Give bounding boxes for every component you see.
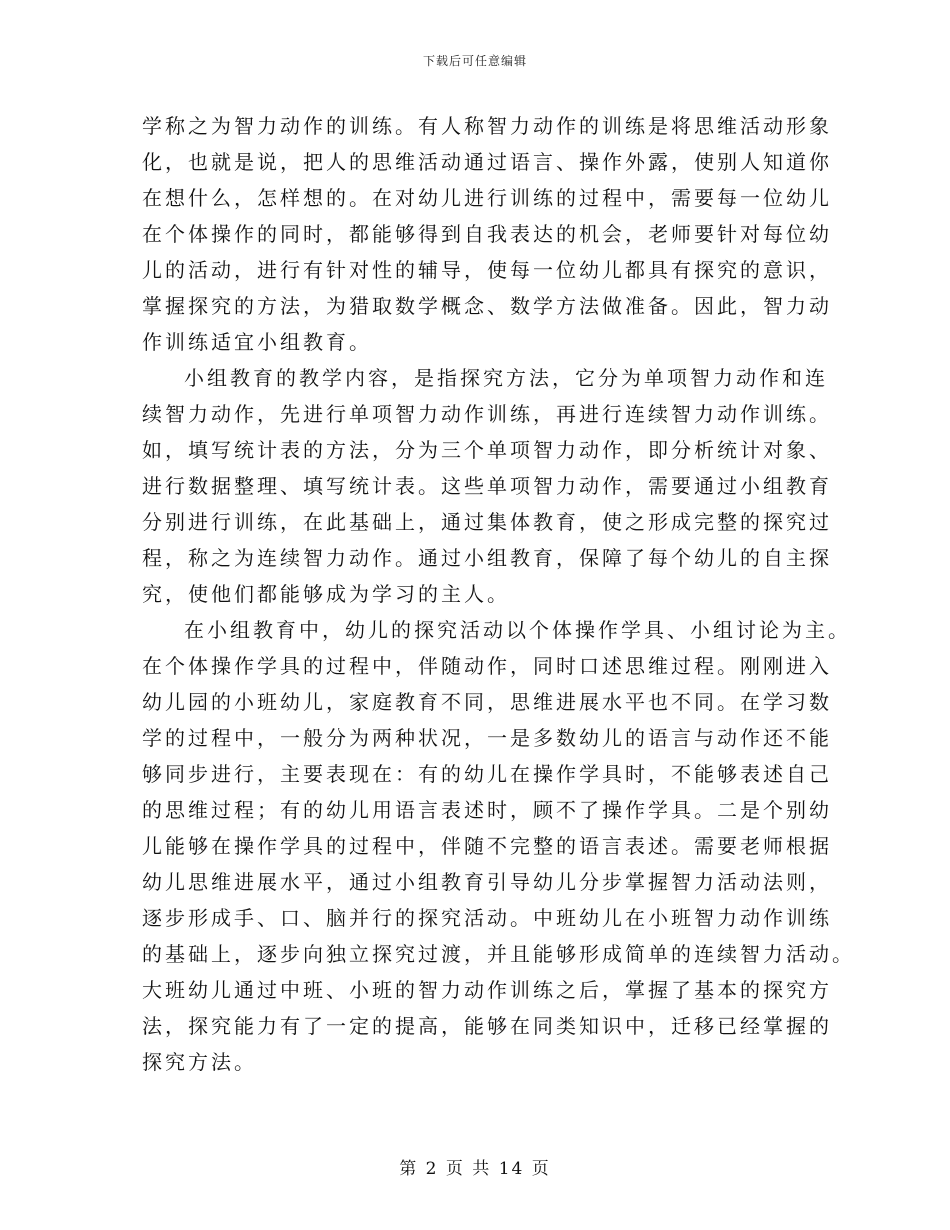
paragraph-3 xyxy=(142,612,855,1080)
text-line: 大班幼儿通过中班、小班的智力动作训练之后，掌握了基本的探究方 xyxy=(142,978,832,1002)
text-line: 究，使他们都能够成为学习的主人。 xyxy=(142,582,510,606)
text-line: 化，也就是说，把人的思维活动通过语言、操作外露，使别人知道你 xyxy=(142,150,832,174)
text-line: 小组教育的教学内容，是指探究方法，它分为单项智力动作和连 xyxy=(184,366,828,390)
text-line: 作训练适宜小组教育。 xyxy=(142,330,372,354)
text-line: 儿的活动，进行有针对性的辅导，使每一位幼儿都具有探究的意识， xyxy=(142,258,832,282)
text-line: 够同步进行，主要表现在：有的幼儿在操作学具时，不能够表述自己 xyxy=(142,762,832,786)
document-body xyxy=(142,108,855,1080)
text-line: 在小组教育中，幼儿的探究活动以个体操作学具、小组讨论为主。 xyxy=(184,618,851,642)
text-line: 儿能够在操作学具的过程中，伴随不完整的语言表述。需要老师根据 xyxy=(142,834,832,858)
text-line: 分别进行训练，在此基础上，通过集体教育，使之形成完整的探究过 xyxy=(142,510,832,534)
text-line: 探究方法。 xyxy=(142,1050,257,1074)
text-line: 进行数据整理、填写统计表。这些单项智力动作，需要通过小组教育 xyxy=(142,474,832,498)
page-header: 下载后可任意编辑 xyxy=(422,54,527,68)
paragraph-1 xyxy=(142,108,832,360)
text-line: 的基础上，逐步向独立探究过渡，并且能够形成简单的连续智力活动。 xyxy=(142,942,855,966)
text-line: 在想什么，怎样想的。在对幼儿进行训练的过程中，需要每一位幼儿 xyxy=(142,186,832,210)
page-number: 第 2 页 共 14 页 xyxy=(399,1159,551,1179)
paragraph-2 xyxy=(142,360,832,612)
text-line: 在个体操作的同时，都能够得到自我表达的机会，老师要针对每位幼 xyxy=(142,222,832,246)
text-line: 法，探究能力有了一定的提高，能够在同类知识中，迁移已经掌握的 xyxy=(142,1014,832,1038)
text-line: 学称之为智力动作的训练。有人称智力动作的训练是将思维活动形象 xyxy=(142,114,832,138)
text-line: 程，称之为连续智力动作。通过小组教育，保障了每个幼儿的自主探 xyxy=(142,546,832,570)
text-line: 在个体操作学具的过程中，伴随动作，同时口述思维过程。刚刚进入 xyxy=(142,654,832,678)
text-line: 如，填写统计表的方法，分为三个单项智力动作，即分析统计对象、 xyxy=(142,438,832,462)
text-line: 掌握探究的方法，为猎取数学概念、数学方法做准备。因此，智力动 xyxy=(142,294,832,318)
text-line: 学的过程中，一般分为两种状况，一是多数幼儿的语言与动作还不能 xyxy=(142,726,832,750)
text-line: 幼儿园的小班幼儿，家庭教育不同，思维进展水平也不同。在学习数 xyxy=(142,690,832,714)
text-line: 续智力动作，先进行单项智力动作训练，再进行连续智力动作训练。 xyxy=(142,402,832,426)
text-line: 幼儿思维进展水平，通过小组教育引导幼儿分步掌握智力活动法则， xyxy=(142,870,832,894)
text-line: 的思维过程；有的幼儿用语言表述时，顾不了操作学具。二是个别幼 xyxy=(142,798,832,822)
text-line: 逐步形成手、口、脑并行的探究活动。中班幼儿在小班智力动作训练 xyxy=(142,906,832,930)
